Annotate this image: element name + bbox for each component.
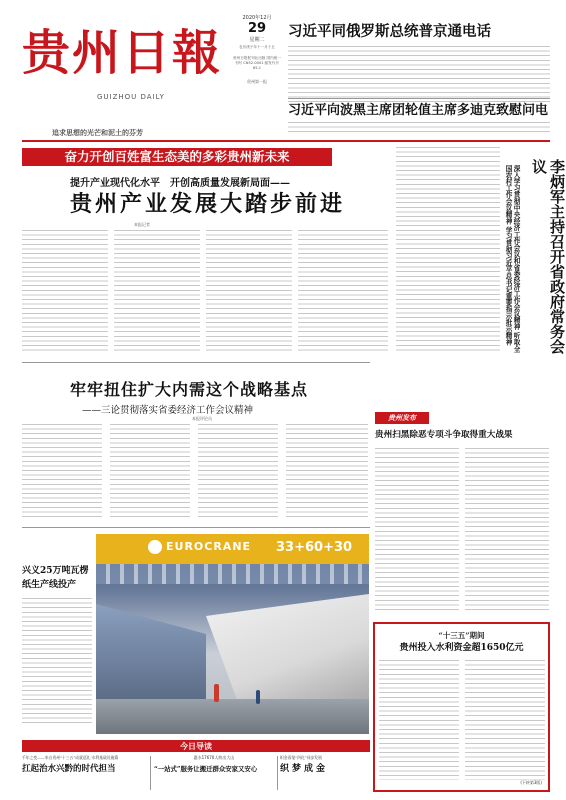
weekday: 星期二	[249, 37, 265, 43]
photo-caption-headline[interactable]: 兴义25万吨瓦楞纸生产线投产	[22, 566, 89, 590]
side-story-deck: 深入学习贯彻中央经济工作会议和省委经济工作会议精神 听取全国农村工作会议精神 学习贯彻习近平总书记重要指示批示精神	[504, 165, 520, 353]
masthead-title: 贵州日報	[22, 25, 223, 81]
crime-col-2	[465, 448, 549, 613]
top-story-1-body	[288, 46, 550, 104]
paper-machine	[206, 594, 369, 704]
editorial-headline[interactable]: 牢牢扭住扩大内需这个战略基点	[70, 380, 309, 399]
date-year-month: 2020年12月	[242, 15, 272, 21]
editorial-byline: 本报评论员	[192, 416, 212, 421]
divider	[22, 527, 370, 528]
date-day: 29	[247, 21, 267, 36]
worker-figure	[256, 690, 260, 704]
banner-text: 奋力开创百姓富生态美的多彩贵州新未来	[64, 149, 290, 164]
boxed-col-2	[465, 660, 545, 780]
divider	[150, 756, 151, 790]
editorial-col-1	[22, 424, 102, 520]
editorial-col-4	[286, 424, 368, 520]
lead-col-4	[298, 230, 388, 352]
crime-col-1	[375, 448, 459, 613]
lead-col-1	[22, 230, 108, 352]
top-story-2-body	[288, 122, 550, 136]
lead-byline: 本报记者	[134, 222, 150, 227]
side-story	[396, 145, 566, 355]
lead-headline[interactable]: 贵州产业发展大踏步前进	[70, 191, 346, 217]
lunar-date: 农历庚子年十一月十五	[239, 45, 275, 49]
machine-frame	[96, 604, 206, 704]
editorial	[22, 368, 370, 523]
factory-photo	[96, 534, 369, 734]
lead-story	[22, 170, 392, 355]
section-label-text: 贵州发布	[388, 413, 416, 422]
boxed-story-kicker: “十三五”期间	[438, 631, 485, 640]
editorial-deck: ——三论贯彻落实省委经济工作会议精神	[82, 405, 254, 416]
photo-caption-body	[22, 598, 92, 723]
crime-story	[375, 428, 550, 613]
lead-col-3	[206, 230, 292, 352]
masthead-slogan: 追求思想的光芒和泥土的芬芳	[52, 129, 143, 137]
crane-brand-text: EUROCRANE	[166, 540, 252, 553]
top-story-2-headline[interactable]: 习近平向波黑主席团轮值主席多迪克致慰问电	[288, 103, 549, 118]
boxed-story-continued[interactable]: (下转第3版)	[520, 780, 542, 785]
today-guide-label: 今日导读	[180, 741, 212, 751]
boxed-story	[373, 622, 550, 792]
guide-item-kicker: 千年之变——来自贵州“十三五”成就巡礼·水利基础设施篇	[22, 755, 119, 760]
crane-logo-badge	[148, 540, 162, 554]
publish-info: 贵州日报报刊社出版 国内统一刊号 CN52-0001 邮发代号 65-1	[233, 56, 281, 70]
guide-item-headline: 扛起治水兴黔的时代担当	[22, 764, 116, 774]
guide-item-kicker: 惠水17670人跨出大山	[193, 755, 235, 760]
side-story-body	[396, 147, 500, 352]
divider	[277, 756, 278, 790]
side-story-headline[interactable]: 李炳军主持召开省政府常务会议	[530, 159, 566, 354]
top-story-1	[288, 22, 550, 104]
guide-item-headline: 织梦成金	[280, 764, 329, 774]
top-story-1-headline[interactable]: 习近平同俄罗斯总统普京通电话	[288, 23, 491, 40]
guide-item[interactable]	[154, 755, 274, 791]
masthead-rule	[22, 140, 550, 142]
guide-item[interactable]	[22, 755, 147, 791]
lead-col-2	[114, 230, 200, 352]
section-label	[375, 412, 429, 424]
date-block	[232, 14, 282, 134]
edition-label: 贵州第一报	[247, 79, 267, 84]
today-guide-label-bar	[22, 740, 370, 752]
banner	[22, 148, 332, 166]
editorial-col-3	[198, 424, 278, 520]
top-story-2	[288, 102, 550, 136]
guide-item[interactable]	[280, 755, 370, 791]
divider	[288, 98, 550, 99]
crane-marking-text: 33+60+30	[276, 540, 353, 555]
crime-story-headline[interactable]: 贵州扫黑除恶专项斗争取得重大战果	[375, 430, 513, 440]
worker-figure	[214, 684, 219, 702]
editorial-col-2	[110, 424, 190, 520]
guide-item-headline: “一站式”服务让搬迁群众安家又安心	[154, 765, 258, 773]
masthead-subtitle: GUIZHOU DAILY	[97, 93, 165, 101]
divider	[22, 362, 370, 363]
boxed-col-1	[379, 660, 459, 780]
lead-kicker: 提升产业现代化水平 开创高质量发展新局面——	[70, 178, 290, 189]
boxed-story-headline[interactable]: 贵州投入水利资金超1650亿元	[399, 643, 524, 653]
ceiling-lights	[96, 564, 369, 584]
factory-floor	[96, 699, 369, 734]
guide-item-kicker: 织金看笔“四化”同步发展	[280, 755, 322, 760]
today-guide	[22, 740, 370, 792]
photo-caption	[22, 534, 92, 734]
